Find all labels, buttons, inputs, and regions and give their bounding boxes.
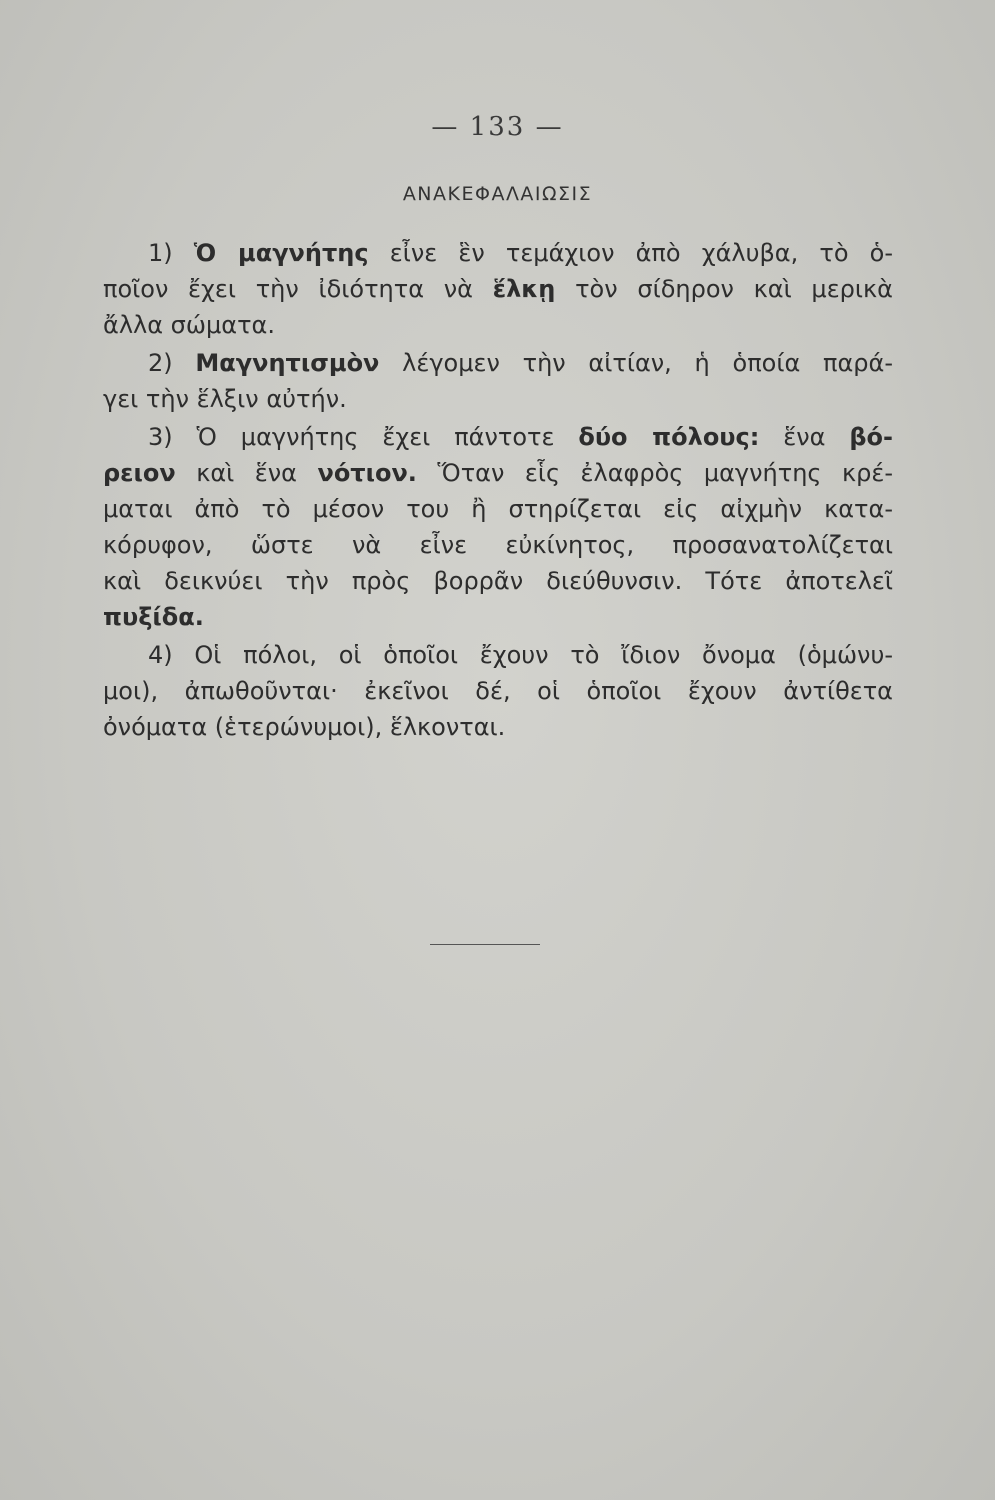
text-span: ἕνα — [759, 423, 850, 451]
bold-term: Ὁ μαγνήτης — [193, 239, 369, 267]
paragraph-2-line-2: γει τὴν ἕλξιν αὐτήν. — [103, 385, 347, 413]
paragraph-2 — [103, 345, 894, 417]
paragraph-2-line-1 — [148, 345, 893, 381]
paragraph-4 — [103, 637, 893, 745]
text-span: καὶ ἕνα — [175, 459, 318, 487]
item-number: 3) — [148, 423, 197, 451]
paragraph-3-line-4: κόρυφον, ὥστε νὰ εἶνε εὐκίνητος, προσανατολίζεται — [103, 531, 893, 559]
bold-term: ρειον — [103, 459, 176, 487]
text-span: Ὅταν εἷς ἐλαφρὸς μαγνήτης κρέ- — [416, 459, 893, 487]
paragraph-4-line-3: ὀνόματα (ἑτερώνυμοι), ἕλκονται. — [103, 713, 506, 741]
item-number: 2) — [148, 349, 196, 377]
section-heading: ΑΝΑΚΕΦΑΛΑΙΩΣΙΣ — [402, 183, 593, 205]
page-number: — 133 — — [431, 112, 564, 142]
paragraph-1-line-2 — [103, 271, 893, 307]
text-span: Ὁ μαγνήτης ἔχει πάντοτε — [196, 423, 579, 451]
paragraph-3-line-5: καὶ δεικνύει τὴν πρὸς βορρᾶν διεύθυνσιν. Τότε ἀποτελεῖ — [103, 567, 893, 595]
summary-text — [103, 235, 894, 745]
bold-term: δύο πόλους: — [578, 423, 760, 451]
bold-term: ἕλκῃ — [492, 275, 556, 303]
paragraph-3-line-3: μαται ἀπὸ τὸ μέσον του ἢ στηρίζεται εἰς αἰχμὴν κατα- — [103, 495, 893, 523]
item-number: 4) — [148, 641, 195, 669]
text-span: λέγομεν τὴν αἰτίαν, ἡ ὁποία παρά- — [379, 349, 894, 377]
text-span: εἶνε ἓν τεμάχιον ἀπὸ χάλυβα, τὸ ὁ- — [368, 239, 894, 267]
text-span: ποῖον ἔχει τὴν ἰδιότητα νὰ — [103, 275, 493, 303]
paragraph-3-line-6: πυξίδα. — [103, 603, 204, 631]
paragraph-1-line-1 — [148, 235, 893, 271]
text-span: Οἱ πόλοι, οἱ ὁποῖοι ἔχουν τὸ ἴδιον ὄνομα (ὁμώνυ- — [194, 641, 893, 669]
paragraph-3-line-1 — [148, 419, 893, 455]
paragraph-1 — [103, 235, 894, 343]
paragraph-3 — [103, 419, 893, 635]
paragraph-4-line-2: μοι), ἀπωθοῦνται· ἐκεῖνοι δέ, οἱ ὁποῖοι ἔχουν ἀντίθετα — [103, 677, 893, 705]
paragraph-1-line-3: ἄλλα σώματα. — [103, 311, 275, 339]
item-number: 1) — [148, 239, 194, 267]
paragraph-3-line-2 — [103, 455, 893, 491]
bold-term: νότιον. — [317, 459, 417, 487]
bold-term: βό- — [849, 423, 893, 451]
paragraph-4-line-1 — [148, 637, 893, 673]
bold-term: Μαγνητισμὸν — [195, 349, 380, 377]
end-rule — [430, 944, 540, 945]
text-span: τὸν σίδηρον καὶ μερικὰ — [555, 275, 893, 303]
